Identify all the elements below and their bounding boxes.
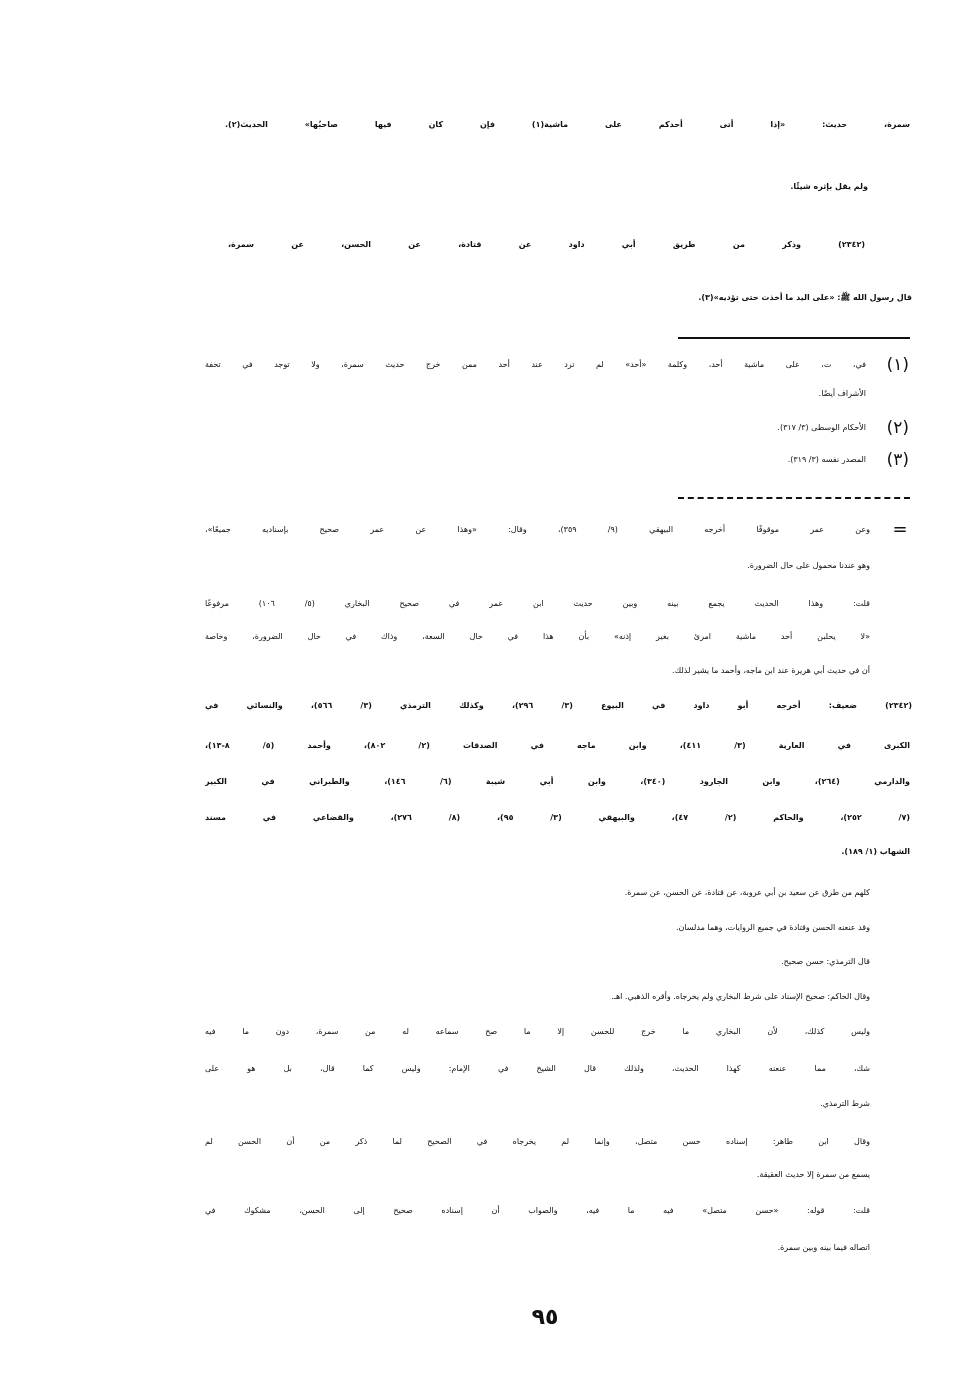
note-line: وقال الحاكم: صحيح الإسناد على شرط البخاري ولم يخرجاه. وأقره الذهبي. اهـ.	[611, 992, 870, 1001]
note-line: شرط الترمذي.	[820, 1099, 870, 1108]
note-line: كلهم من طرق عن سعيد بن أبي عروبة، عن قتادة، عن الحسن، عن سمرة.	[624, 888, 870, 897]
note-line: «لا يحلبن أحد ماشية امرئ بغير إذنه» بأن هذا في حال السعة، وذاك في حال الضرورة، وخاصة	[205, 632, 870, 641]
note-line: اتصاله فيما بينه وبين سمرة.	[777, 1243, 870, 1252]
footnote-line: الأحكام الوسطى (٣/ ٣١٧).	[777, 423, 866, 432]
note-line: والدارمي (٢٦٤)، وابن الجارود (٣٤٠)، وابن أبي شيبة (٦/ ١٤٦)، والطبراني في الكبير	[205, 777, 910, 786]
footnote-number: (١)	[886, 355, 909, 375]
note-line: وقد عنعنه الحسن وقتادة في جميع الروايات، وهما مدلسان.	[675, 923, 870, 932]
footnote-separator	[678, 337, 910, 339]
note-line: شك، مما عنعنه كهذا الحديث، ولذلك قال الشيخ في الإمام: وليس كما قال، بل هو على	[205, 1064, 870, 1073]
footnote-line: في، ت، على ماشية أحد، وكلمة «أحد» لم ترد عند أحد ممن خرج حديث سمرة، ولا توجد في تحفة	[205, 360, 866, 369]
note-line: أن في حديث أبي هريرة عند ابن ماجه، وأحمد ما يشير لذلك.	[672, 666, 870, 675]
main-text-line: ولم يقل بإثره شيئًا.	[790, 182, 868, 191]
footnote-number: (٣)	[886, 450, 909, 470]
note-line: الكبرى في العارية (٣/ ٤١١)، وابن ماجه في الصدقات (٢/ ٨٠٢)، وأحمد (٥/ ٨-١٣)،	[205, 741, 910, 750]
note-line: وهو عندنا محمول على حال الضرورة.	[747, 561, 870, 570]
page-number: ٩٥	[531, 1305, 559, 1330]
note-line: (٢٣٤٢) ضعيف: أخرجه أبو داود في البيوع (٣/ ٢٩٦)، وكذلك الترمذي (٣/ ٥٦٦)، والنسائي في	[205, 701, 912, 710]
notes-separator	[678, 497, 910, 499]
note-line: يسمع من سمرة إلا حديث العقيقة.	[756, 1170, 870, 1179]
note-line: وعن عمر موقوفًا أخرجه البيهقي (٩/ ٣٥٩)، وقال: «وهذا عن عمر صحيح بإسناديه جميعًا»،	[205, 525, 870, 534]
note-line: قال الترمذي: حسن صحيح.	[781, 957, 870, 966]
continuation-mark: =	[892, 519, 908, 540]
note-line: وقال ابن طاهر: إسناده حسن متصل، وإنما لم يخرجاه في الصحيح لما ذكر من أن الحسن لم	[205, 1137, 870, 1146]
main-text-line: (٢٣٤٢) وذكر من طريق أبي داود عن قتادة، عن الحسن، عن سمرة،	[228, 240, 865, 249]
footnote-line: المصدر نفسه (٣/ ٣١٩).	[787, 455, 866, 464]
note-line: وليس كذلك، لأن البخاري ما خرج للحسن إلا ما صح سماعه له من سمرة، دون ما فيه	[205, 1027, 870, 1036]
footnote-line: الأشراف أيضًا.	[818, 389, 866, 398]
note-line: قلت: قوله: «حسن متصل» فيه ما فيه، والصواب أن إسناده صحيح إلى الحسن، مشكوك في	[205, 1206, 870, 1215]
note-line: قلت: وهذا الحديث يجمع بينه وبين حديث ابن عمر في صحيح البخاري (٥/ ١٠٦) مرفوعًا	[205, 599, 870, 608]
footnote-number: (٢)	[886, 418, 909, 438]
main-text-line: سمرة، حديث: «إذا أتى أحدكم على ماشية(١) فإن كان فيها صاحبُها» الحديث(٢).	[225, 120, 910, 129]
note-line: الشهاب (١/ ١٨٩).	[841, 847, 910, 856]
main-text-line: قال رسول الله ﷺ: «على اليد ما أخذت حتى تؤديه»(٣).	[698, 293, 912, 302]
note-line: (٧/ ٢٥٢)، والحاكم (٢/ ٤٧)، والبيهقي (٣/ ٩٥)، (٨/ ٢٧٦)، والقضاعي في مسند	[205, 813, 910, 822]
